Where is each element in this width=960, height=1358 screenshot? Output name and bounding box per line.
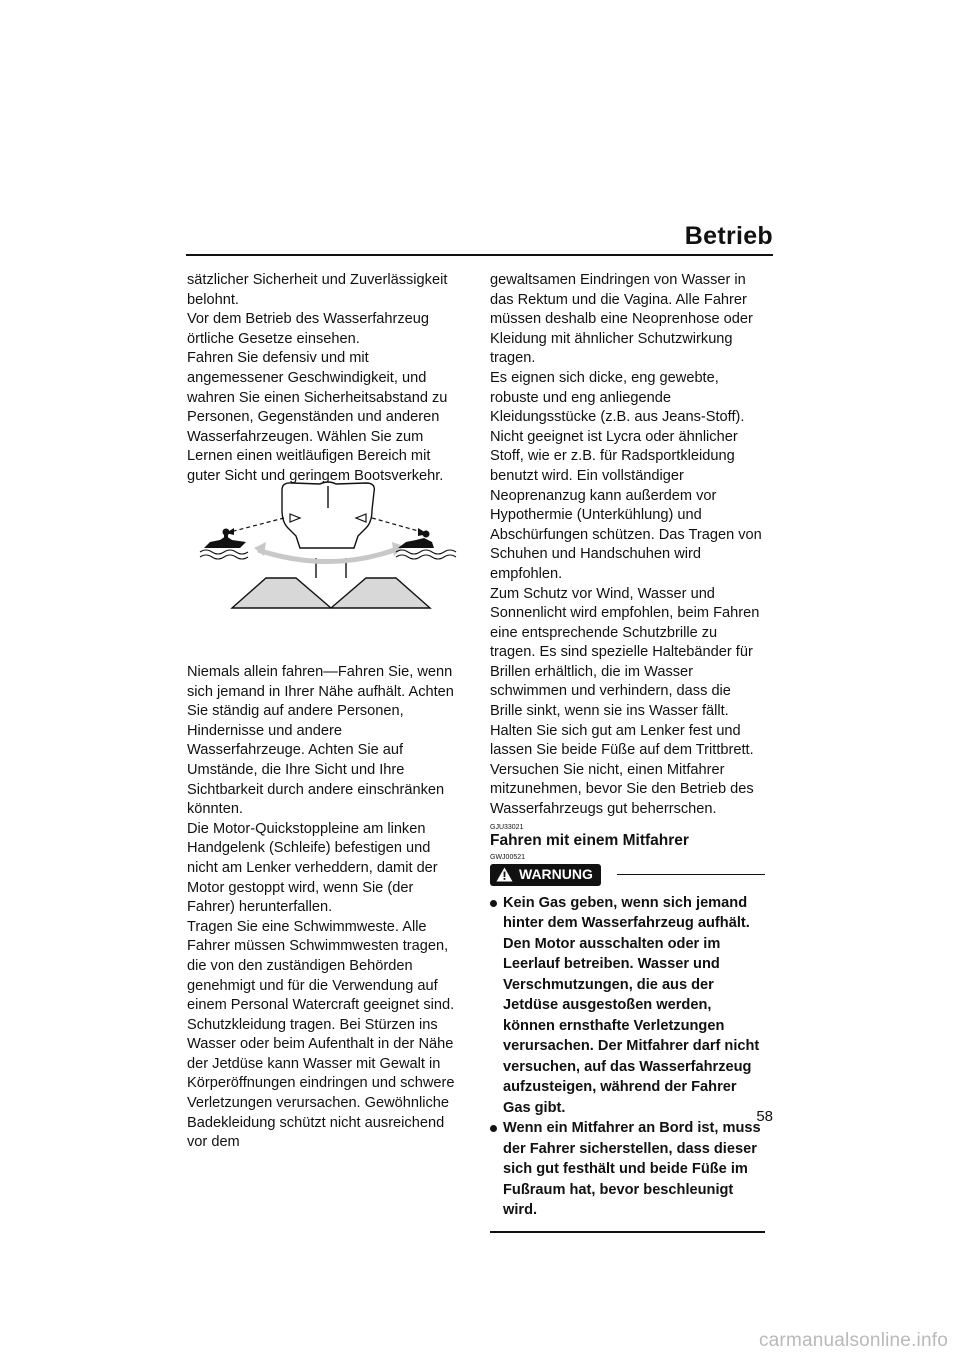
page-number: 58 bbox=[756, 1108, 773, 1125]
warning-triangle-icon bbox=[496, 867, 513, 882]
paragraph: Schutzkleidung tragen. Bei Stürzen ins Wasser oder beim Aufenthalt in der Nähe der Jetdüse kann Wasser mit Gewalt in Körperöffnungen eindringen und schwere Verletzungen verursachen. Gewöhnliche Badekleidung schützt nicht ausreichend vor dem bbox=[187, 1016, 455, 1151]
warning-item: Kein Gas geben, wenn sich jemand hinter dem Wasserfahrzeug aufhält. Den Motor ausschalten oder im Leerlauf betreiben. Wasser und Verschmutzungen, die aus der Jetdüse ausgestoßen werden, können ernsthafte Verletzungen verursachen. Der Mitfahrer darf nicht versuchen, auf das Wasserfahrzeug aufzusteigen, während der Fahrer Gas gibt. bbox=[490, 893, 765, 1119]
warning-end-rule bbox=[490, 1231, 765, 1233]
paragraph: Es eignen sich dicke, eng gewebte, robuste und eng anliegende Kleidungsstücke (z.B. aus Jeans-Stoff). Nicht geeignet ist Lycra oder ähnlicher Stoff, wie er z.B. für Radsportkleidung benutzt wird. Ein vollständiger Neoprenanzug kann außerdem vor Hypothermie (Unterkühlung) und Abschürfungen schützen. Das Tragen von Schuhen und Handschuhen wird empfohlen. bbox=[490, 369, 762, 582]
right-column bbox=[490, 271, 765, 1233]
section-code: GJU33021 bbox=[490, 823, 524, 831]
paragraph: Fahren Sie defensiv und mit angemessener Geschwindigkeit, und wahren Sie einen Sicherheitsabstand zu Personen, Gegenständen und anderen Wasserfahrzeugen. Wählen Sie zum Lernen einen weitläufigen Bereich mit guter Sicht und geringem Bootsverkehr. bbox=[187, 350, 448, 484]
left-column-top bbox=[187, 271, 462, 487]
warning-code: GWJ00521 bbox=[490, 853, 526, 861]
warning-list bbox=[490, 893, 765, 1221]
section-heading: Fahren mit einem Mitfahrer bbox=[490, 831, 689, 849]
left-column-bottom bbox=[187, 663, 462, 1153]
header-rule bbox=[186, 254, 773, 256]
paragraph: Halten Sie sich gut am Lenker fest und lassen Sie beide Füße auf dem Trittbrett. Versuchen Sie nicht, einen Mitfahrer mitzunehmen, bevor Sie den Betrieb des Wasserfahrzeugs gut beherrschen. bbox=[490, 722, 754, 818]
paragraph: Zum Schutz vor Wind, Wasser und Sonnenlicht wird empfohlen, beim Fahren eine entsprechende Schutzbrille zu tragen. Es sind spezielle Haltebänder für Brillen erhältlich, die im Wasser schwimmen und verhindern, dass die Brille sinkt, wenn sie ins Wasser fällt. bbox=[490, 585, 760, 720]
paragraph: Die Motor-Quickstoppleine am linken Handgelenk (Schleife) befestigen und nicht am Lenker verheddern, damit der Motor gestoppt wird, wenn Sie (der Fahrer) herunterfallen. bbox=[187, 820, 438, 916]
warning-badge bbox=[490, 864, 601, 886]
page-title: Betrieb bbox=[684, 222, 773, 250]
paragraph: Niemals allein fahren—Fahren Sie, wenn sich jemand in Ihrer Nähe aufhält. Achten Sie ständig auf andere Personen, Hindernisse und andere Wasserfahrzeuge. Achten Sie auf Umstände, die Ihre Sicht und Ihre Sichtbarkeit durch andere einschränken könnten. bbox=[187, 664, 454, 818]
warning-rule bbox=[617, 874, 765, 876]
paragraph: Vor dem Betrieb des Wasserfahrzeug örtliche Gesetze einsehen. bbox=[187, 311, 429, 347]
warning-label: WARNUNG bbox=[519, 865, 593, 882]
paragraph: sätzlicher Sicherheit und Zuverlässigkeit belohnt. bbox=[187, 272, 448, 308]
paragraph: Tragen Sie eine Schwimmweste. Alle Fahrer müssen Schwimmwesten tragen, die von den zuständigen Behörden genehmigt und für die Verwendung auf einem Personal Watercraft geeignet sind. bbox=[187, 918, 455, 1014]
warning-header bbox=[490, 864, 765, 886]
paragraph: gewaltsamen Eindringen von Wasser in das Rektum und die Vagina. Alle Fahrer müssen deshalb eine Neoprenhose oder Kleidung mit ähnlicher Schutzwirkung tragen. bbox=[490, 272, 753, 367]
safety-distance-illustration bbox=[196, 478, 466, 618]
warning-item: Wenn ein Mitfahrer an Bord ist, muss der Fahrer sicherstellen, dass dieser sich gut festhält und beide Füße im Fußraum hat, bevor beschleunigt wird. bbox=[490, 1118, 765, 1221]
watermark: carmanualsonline.info bbox=[758, 1330, 948, 1351]
